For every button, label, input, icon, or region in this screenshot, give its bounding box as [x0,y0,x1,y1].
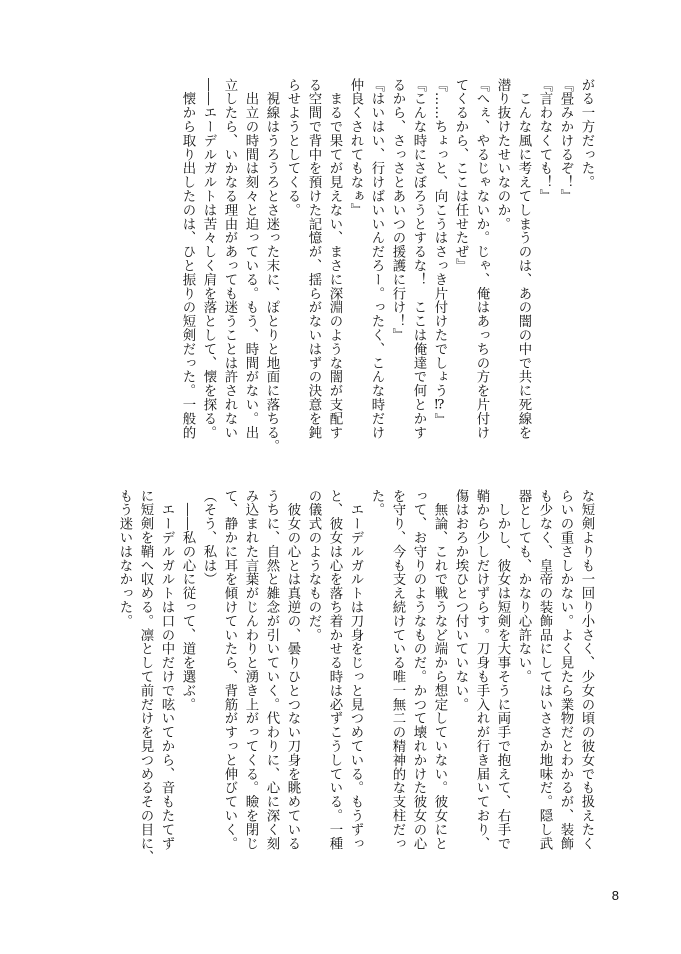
text-line: 鞘から少しだけずらす。刀身も手入れが行き届いており、 [474,489,489,851]
text-line: うちに、自然と雑念が引いていく。代わりに、心に深く刻 [264,489,279,851]
text-line: 『……ちょっと、向こうはさっき片付けたでしょう⁉』 [432,78,447,428]
text-line: らいの重さしかない。よく見たら業物だとわかるが、装飾 [558,489,573,851]
text-line: と、彼女は心を落ち着かせる時は必ずこうしている。一種 [327,489,342,851]
text-line: な短剣よりも一回り小さく、少女の頃の彼女でも扱えたく [579,489,594,851]
text-line: る空間で背中を預けた記憶が、揺らがないはずの決意を鈍 [306,78,321,440]
text-line: って、お守りのようなものだ。かつて壊れかけた彼女の心 [411,489,426,851]
text-line: て、静かに耳を傾けていたら、背筋がすっと伸びていく。 [222,489,237,851]
text-line: み込まれた言葉がじんわりと湧き上がってくる。瞼を閉じ [243,489,258,851]
text-line: エーデルガルトは口の中だけで呟いてから、音もたてず [159,489,174,851]
text-line: まるで果てが見えない、まさに深淵のような闇が支配す [327,78,342,440]
text-line: 器としても、かなり心許ない。 [516,489,531,684]
text-line: 無論、これで戦うなど端から想定していない。彼女にと [432,489,447,851]
text-line: 『はいはい、行けばいいんだろー。ったく、こんな時だけ [369,78,384,440]
text-line: （そう、私は） [201,489,216,587]
text-line: もう迷いはなかった。 [117,489,132,628]
text-line: しかし、彼女は短剣を大事そうに両手で抱えて、右手で [495,489,510,851]
text-line: 出立の時間は刻々と迫っている。もう、時間がない。出 [243,78,258,440]
text-line: 彼女の心とは真逆の、曇りひとつない刀身を眺めている [285,489,300,851]
text-line: ――エーデルガルトは苦々しく肩を落として、懐を探る。 [201,78,216,440]
text-line: に短剣を鞘へ収める。凛として前だけを見つめるその目に、 [138,489,153,865]
lower-text-block [77,489,597,872]
text-line: 『へぇ、やるじゃないか。じゃ、俺はあっちの方を片付け [474,78,489,440]
text-line: の儀式のようなものだ。 [306,489,321,642]
page-number: 8 [611,888,619,903]
text-line: 仲良くされてもなぁ』 [348,78,363,217]
text-line: ――私の心に従って、道を選ぶ。 [180,489,195,712]
text-line: た。 [369,489,384,517]
text-line: 視線はうろうろとさ迷った末に、ぽとりと地面に落ちる。 [264,78,279,454]
text-line: るから、さっさとあいつの援護に行け！』 [390,78,405,343]
text-line: てくるから、ここは任せたぜ』 [453,78,468,273]
text-line: 『言わなくても！』 [537,78,552,204]
text-line: も少なく、皇帝の装飾品にしてはいささか地味だ。隠し武 [537,489,552,851]
text-line: 『こんな時にさぼろうとするな！ ここは俺達で何とかす [411,78,426,440]
text-line: 懐から取り出したのは、ひと振りの短剣だった。一般的 [180,78,195,440]
text-line: 傷はおろか埃ひとつ付いていない。 [453,489,468,712]
text-line: を守り、今も支え続けている唯一無二の精神的な支柱だっ [390,489,405,851]
text-line: がる一方だった。 [579,78,594,190]
text-line: 潜り抜けたせいなのか。 [495,78,510,231]
text-line: らせようとしてくる。 [285,78,300,217]
text-line: 立したら、いかなる理由があっても迷うことは許されない [222,78,237,440]
text-line: エーデルガルトは刀身をじっと見つめている。もうずっ [348,489,363,851]
text-line: こんな風に考えてしまうのは、あの闇の中で共に死線を [516,78,531,440]
text-line: 『畳みかけるぞ！』 [558,78,573,204]
upper-text-block [77,78,597,461]
